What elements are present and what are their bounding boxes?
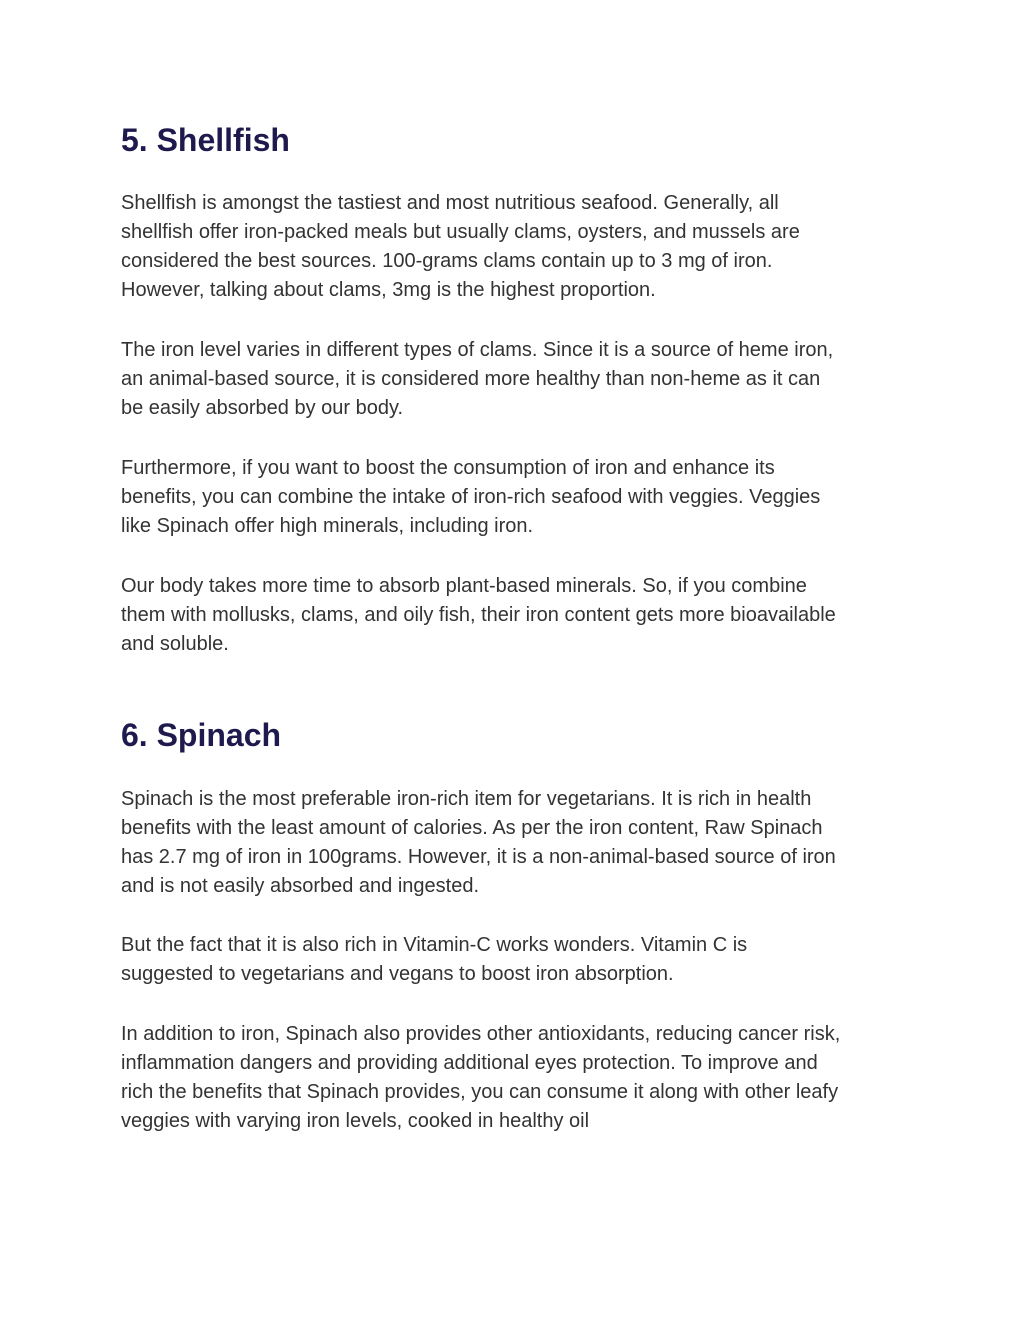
text-line: benefits with the least amount of calories. As per the iron content, Raw Spinach — [121, 817, 823, 839]
paragraph — [121, 454, 911, 541]
paragraph — [121, 785, 911, 901]
text-line: Spinach is the most preferable iron-rich item for vegetarians. It is rich in health — [121, 788, 812, 810]
text-line: But the fact that it is also rich in Vitamin-C works wonders. Vitamin C is — [121, 934, 748, 956]
paragraph — [121, 336, 911, 423]
text-line: The iron level varies in different types of clams. Since it is a source of heme iron, — [121, 339, 834, 361]
section-heading-spinach: 6. Spinach — [121, 717, 282, 753]
text-line: Shellfish is amongst the tastiest and most nutritious seafood. Generally, all — [121, 192, 779, 214]
text-line: benefits, you can combine the intake of iron-rich seafood with veggies. Veggies — [121, 486, 821, 508]
text-line: shellfish offer iron-packed meals but usually clams, oysters, and mussels are — [121, 221, 800, 243]
text-line: considered the best sources. 100-grams clams contain up to 3 mg of iron. — [121, 250, 773, 272]
text-line: Our body takes more time to absorb plant-based minerals. So, if you combine — [121, 575, 807, 597]
text-line: and is not easily absorbed and ingested. — [121, 875, 480, 897]
text-line: rich the benefits that Spinach provides, you can consume it along with other leafy — [121, 1081, 839, 1103]
text-line: like Spinach offer high minerals, including iron. — [121, 515, 534, 537]
text-line: suggested to vegetarians and vegans to boost iron absorption. — [121, 963, 674, 985]
text-line: In addition to iron, Spinach also provides other antioxidants, reducing cancer risk, — [121, 1023, 841, 1045]
text-line: be easily absorbed by our body. — [121, 397, 404, 419]
text-line: However, talking about clams, 3mg is the highest proportion. — [121, 279, 656, 301]
text-line: an animal-based source, it is considered more healthy than non-heme as it can — [121, 368, 821, 390]
text-line: has 2.7 mg of iron in 100grams. However, it is a non-animal-based source of iron — [121, 846, 836, 868]
text-line: them with mollusks, clams, and oily fish, their iron content gets more bioavailable — [121, 604, 836, 626]
section-heading-shellfish: 5. Shellfish — [121, 122, 290, 158]
text-line: veggies with varying iron levels, cooked in healthy oil — [121, 1110, 590, 1132]
paragraph — [121, 572, 911, 659]
paragraph — [121, 189, 911, 305]
text-line: inflammation dangers and providing additional eyes protection. To improve and — [121, 1052, 818, 1074]
paragraph — [121, 931, 911, 989]
text-line: Furthermore, if you want to boost the consumption of iron and enhance its — [121, 457, 775, 479]
paragraph — [121, 1020, 911, 1136]
text-line: and soluble. — [121, 633, 229, 655]
